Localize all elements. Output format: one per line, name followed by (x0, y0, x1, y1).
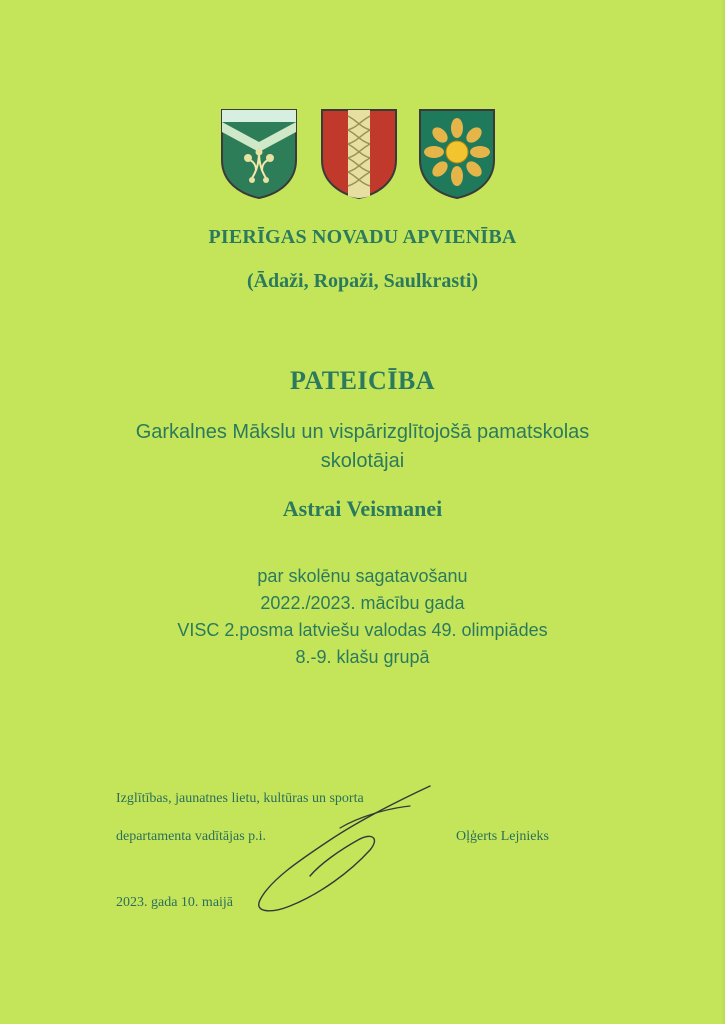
handwritten-signature (240, 780, 440, 920)
organization-members: (Ādaži, Ropaži, Saulkrasti) (246, 270, 479, 292)
reason-line: VISC 2.posma latviešu valodas 49. olimpiādes (177, 620, 548, 640)
coats-of-arms-row (0, 108, 725, 200)
ropazi-coat-of-arms (320, 108, 398, 200)
reason-line: par skolēnu sagatavošanu (257, 566, 468, 586)
organization-title: PIERĪGAS NOVADU APVIENĪBA (208, 226, 517, 248)
signer-name: Oļģerts Lejnieks (456, 829, 549, 844)
recipient-role-line: skolotājai (320, 450, 405, 472)
saulkrasti-coat-of-arms (418, 108, 496, 200)
reason-line: 2022./2023. mācību gada (260, 593, 465, 613)
department-title-line: departamenta vadītājas p.i. (116, 829, 267, 844)
reason-line: 8.-9. klašu grupā (295, 647, 430, 667)
certificate-title: PATEICĪBA (289, 366, 436, 395)
recipient-name: Astrai Veismanei (282, 496, 443, 521)
adazi-coat-of-arms (220, 108, 298, 200)
department-line: Izglītības, jaunatnes lietu, kultūras un sporta (116, 791, 364, 806)
school-name-line: Garkalnes Mākslu un vispārizglītojošā pamatskolas (135, 421, 590, 443)
issue-date: 2023. gada 10. maijā (116, 895, 234, 910)
